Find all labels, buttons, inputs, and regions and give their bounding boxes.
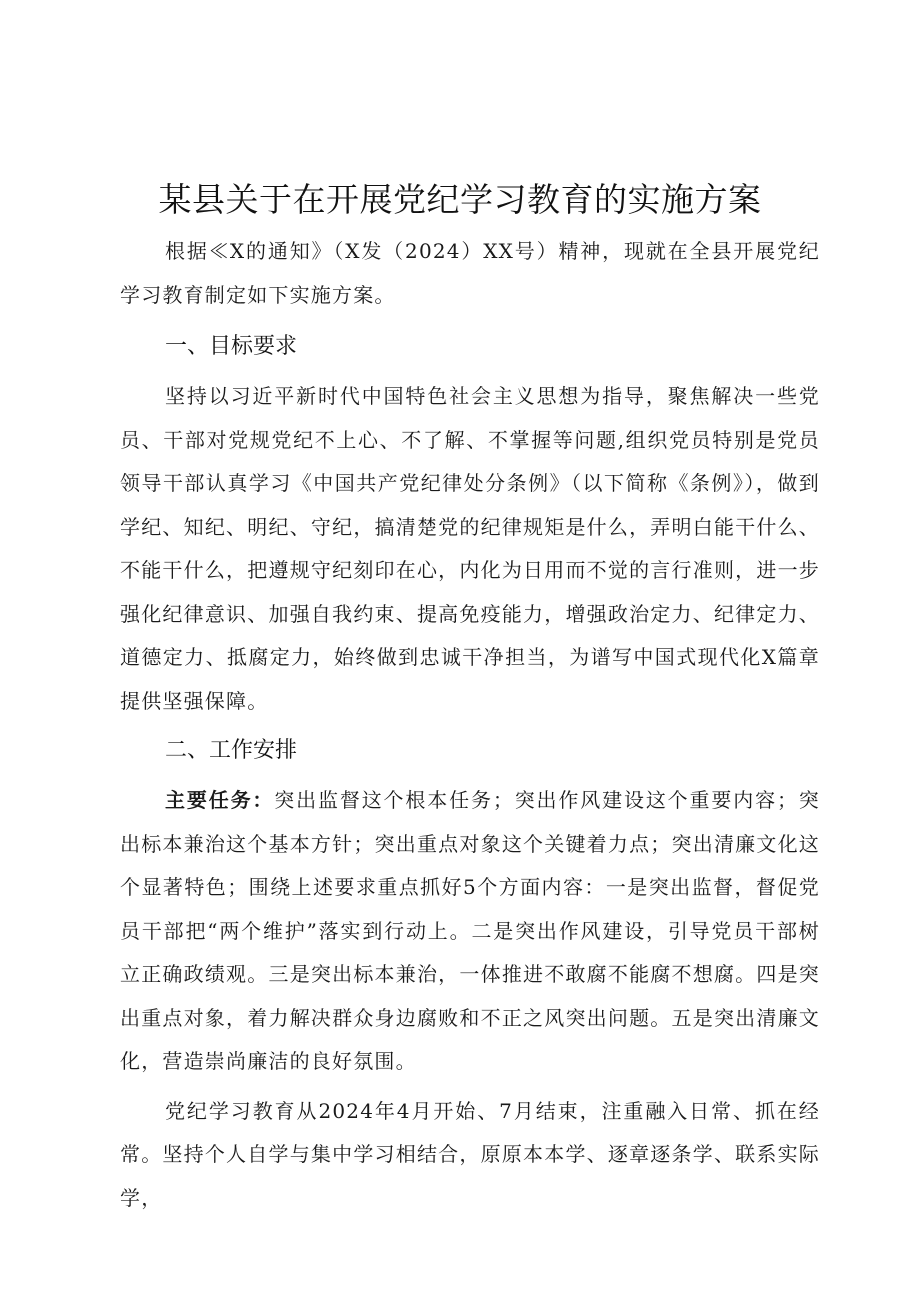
intro-paragraph: 根据≪X的通知》（X发（2024）XX号）精神，现就在全县开展党纪学习教育制定如下实施方案。	[120, 239, 820, 307]
goals-paragraph: 坚持以习近平新时代中国特色社会主义思想为指导，聚焦解决一些党员、干部对党规党纪不上心、不了解、不掌握等问题,组织党员特别是党员领导干部认真学习《中国共产党纪律处分条例》（以下简称《条例》），做到学纪、知纪、明纪、守纪，搞清楚党的纪律规矩是什么，弄明白能干什么、不能干什么，把遵规守纪刻印在心，内化为日用而不觉的言行准则，进一步强化纪律意识、加强自我约束、提高免疫能力，增强政治定力、纪律定力、道德定力、抵腐定力，始终做到忠诚干净担当，为谱写中国式现代化X篇章提供坚强保障。	[120, 384, 820, 713]
schedule-paragraph: 党纪学习教育从2024年4月开始、7月结束，注重融入日常、抓在经常。坚持个人自学与集中学习相结合，原原本本学、逐章逐条学、联系实际学，	[120, 1098, 820, 1210]
tasks-paragraph	[120, 779, 820, 1084]
tasks-lead-label: 主要任务：	[165, 788, 275, 812]
section-heading-goals: 一、目标要求	[165, 334, 298, 359]
section-heading-arrangement: 二、工作安排	[165, 738, 298, 763]
document-body	[120, 230, 820, 1220]
document-title: 某县关于在开展党纪学习教育的实施方案	[158, 180, 762, 219]
tasks-body-text: 突出监督这个根本任务；突出作风建设这个重要内容；突出标本兼治这个基本方针；突出重点对象这个关键着力点；突出清廉文化这个显著特色；围绕上述要求重点抓好5个方面内容：一是突出监督，督促党员干部把“两个维护”落实到行动上。二是突出作风建设，引导党员干部树立正确政绩观。三是突出标本兼治，一体推进不敢腐不能腐不想腐。四是突出重点对象，着力解决群众身边腐败和不正之风突出问题。五是突出清廉文化，营造崇尚廉洁的良好氛围。	[120, 788, 821, 1073]
